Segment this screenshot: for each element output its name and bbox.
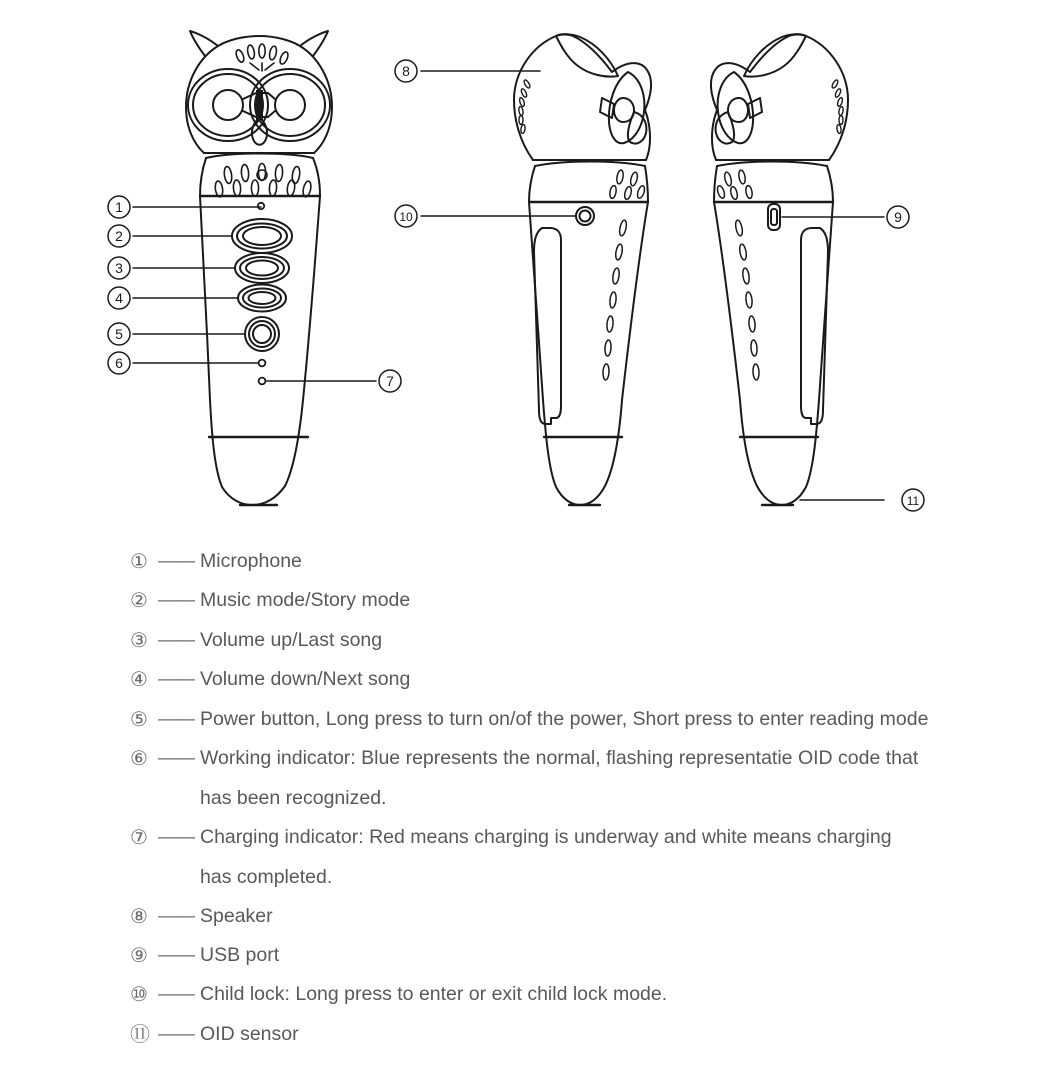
legend-item-1 (130, 548, 1030, 587)
grip-texture-left (603, 220, 628, 381)
callout-number-5: 5 (115, 326, 123, 342)
legend-label-8: Speaker (200, 904, 273, 927)
callout-number-8: 8 (402, 63, 410, 79)
working-indicator (259, 360, 266, 367)
left-side-view-illustration (514, 34, 651, 505)
callout-number-6: 6 (115, 355, 123, 371)
legend (130, 548, 1030, 1060)
right-side-view-illustration (711, 34, 848, 505)
legend-marker-1: ① (130, 551, 148, 573)
legend-dash-10: —— (158, 984, 194, 1006)
side-grille-holes-left (609, 170, 646, 200)
legend-marker-2: ② (130, 590, 148, 613)
legend-dash-5: —— (158, 708, 194, 730)
callout-number-3: 3 (115, 260, 123, 276)
legend-item-6 (130, 745, 1030, 784)
legend-label-11: OID sensor (200, 1022, 299, 1045)
legend-marker-8: ⑧ (130, 905, 148, 928)
legend-label-6: Working indicator: Blue represents the normal, flashing representatie OID code that (200, 746, 919, 769)
legend-item-6-continuation (130, 784, 1030, 823)
product-diagram (0, 0, 1060, 530)
legend-item-7-continuation (130, 863, 1030, 902)
legend-marker-5: ⑤ (130, 708, 148, 731)
legend-marker-11: ⑪ (130, 1023, 150, 1046)
owl-crest-fold (556, 34, 618, 76)
owl-ear-right (300, 31, 328, 56)
legend-label-2: Music mode/Story mode (200, 589, 411, 612)
legend-dash-7: —— (158, 826, 194, 848)
legend-dash-3: —— (158, 629, 194, 651)
legend-item-8 (130, 903, 1030, 942)
owl-beak-profile (600, 98, 614, 118)
legend-label-1: Microphone (200, 550, 302, 572)
legend-dash-4: —— (158, 669, 194, 691)
legend-label-7: Charging indicator: Red means charging is underway and white means charging (200, 825, 892, 848)
speaker-grille-holes (214, 164, 312, 198)
owl-forehead-feathers (235, 44, 290, 71)
legend-item-2 (130, 587, 1030, 626)
legend-label-9: USB port (200, 943, 280, 966)
legend-item-11 (130, 1021, 1030, 1060)
power-button (245, 317, 279, 351)
legend-marker-10: ⑩ (130, 984, 148, 1007)
legend-dash-8: —— (158, 905, 194, 927)
legend-label-6-line-2: has been recognized. (200, 787, 387, 810)
callout-leader-lines (133, 71, 884, 500)
callout-number-2: 2 (115, 228, 123, 244)
legend-marker-4: ④ (130, 669, 148, 692)
legend-label-5: Power button, Long press to turn on/of the power, Short press to enter reading mode (200, 707, 929, 730)
side-body-outline-left (529, 202, 648, 505)
head-speckles-left (518, 79, 531, 134)
volume-up-button (235, 253, 289, 283)
legend-dash-1: —— (158, 551, 194, 572)
legend-label-10: Child lock: Long press to enter or exit child lock mode. (200, 983, 668, 1006)
volume-down-button (238, 285, 286, 312)
microphone-hole (258, 203, 264, 209)
legend-dash-2: —— (158, 590, 194, 612)
legend-label-4: Volume down/Next song (200, 668, 411, 691)
legend-dash-6: —— (158, 747, 194, 769)
legend-label-3: Volume up/Last song (200, 628, 383, 651)
child-lock-button (576, 207, 594, 225)
legend-item-7 (130, 824, 1030, 863)
usb-port (768, 204, 780, 230)
legend-dash-11: —— (158, 1023, 194, 1045)
head-body-seam-lower (206, 154, 313, 159)
callout-number-4: 4 (115, 290, 123, 306)
legend-label-7-line-2: has completed. (200, 866, 333, 889)
legend-marker-7: ⑦ (130, 826, 148, 849)
side-body-outline-right (714, 202, 833, 505)
callout-number-1: 1 (115, 199, 123, 215)
owl-brow-bridge (243, 90, 275, 120)
legend-spacer (130, 784, 200, 823)
legend-marker-3: ③ (130, 629, 148, 652)
legend-item-10 (130, 981, 1030, 1020)
legend-item-3 (130, 627, 1030, 666)
legend-spacer (130, 863, 200, 902)
legend-marker-6: ⑥ (130, 747, 148, 770)
callout-number-11: 11 (906, 494, 920, 508)
callout-number-9: 9 (894, 209, 902, 225)
legend-dash-9: —— (158, 944, 194, 966)
legend-marker-9: ⑨ (130, 944, 148, 967)
mode-button (232, 219, 292, 253)
legend-item-9 (130, 942, 1030, 981)
legend-item-5 (130, 706, 1030, 745)
charging-indicator (259, 378, 266, 385)
owl-ear-left (190, 31, 218, 56)
callout-number-7: 7 (386, 373, 394, 389)
legend-item-4 (130, 666, 1030, 705)
callout-number-10: 10 (399, 210, 413, 224)
